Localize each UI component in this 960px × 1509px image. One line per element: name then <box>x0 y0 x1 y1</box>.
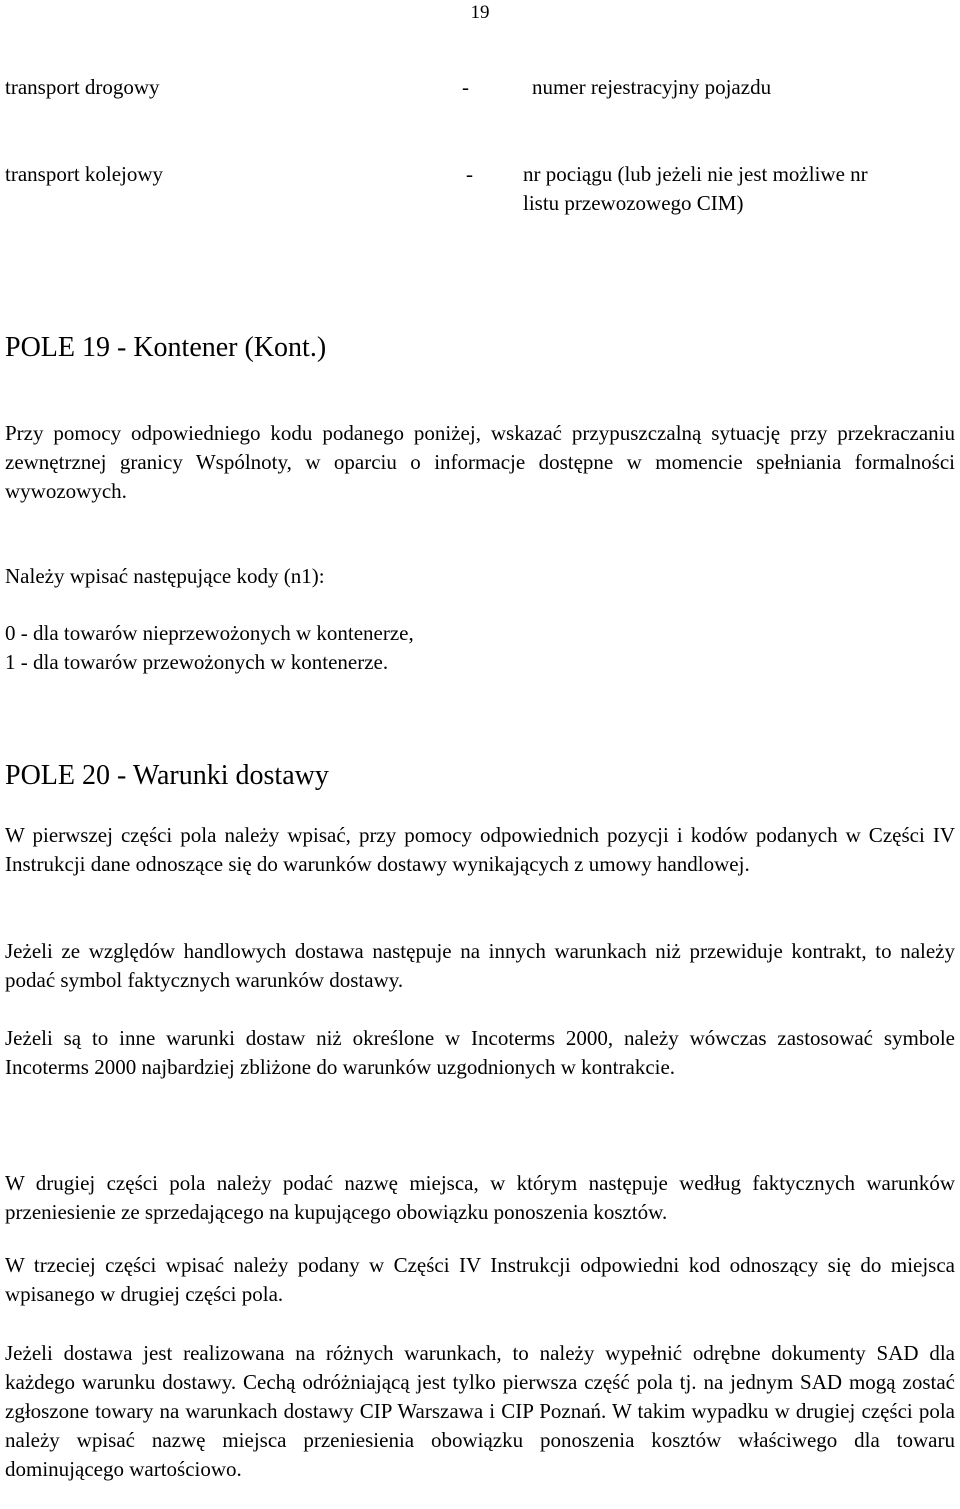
code-item: 0 - dla towarów nieprzewożonych w kontenerze, <box>5 621 414 645</box>
section-19-heading: POLE 19 - Kontener (Kont.) <box>5 332 327 363</box>
transport-dash: - <box>462 75 469 99</box>
transport-value-continued: listu przewozowego CIM) <box>523 191 744 215</box>
transport-mode: transport drogowy <box>5 75 160 99</box>
section-20-paragraph: Jeżeli są to inne warunki dostaw niż określone w Incoterms 2000, należy wówczas zastosować symbole Incoterms 2000 najbardziej zbliżone do warunków uzgodnionych w kontrakcie. <box>5 1026 955 1079</box>
transport-dash: - <box>466 162 473 186</box>
page-number: 19 <box>470 2 490 23</box>
section-20-paragraph: W drugiej części pola należy podać nazwę miejsca, w którym następuje według faktycznych warunków przeniesienie ze sprzedającego na kupującego obowiązku ponoszenia kosztów. <box>5 1171 955 1224</box>
section-19-paragraph: Przy pomocy odpowiedniego kodu podanego poniżej, wskazać przypuszczalną sytuację przy przekraczaniu zewnętrznej granicy Wspólnoty, w oparciu o informacje dostępne w momencie spełniania formalności wywozowych. <box>5 421 955 503</box>
transport-mode: transport kolejowy <box>5 162 164 186</box>
transport-value: nr pociągu (lub jeżeli nie jest możliwe nr <box>523 162 868 186</box>
section-20-paragraph: Jeżeli ze względów handlowych dostawa następuje na innych warunkach niż przewiduje kontrakt, to należy podać symbol faktycznych warunków dostawy. <box>5 939 955 992</box>
code-item: 1 - dla towarów przewożonych w kontenerze. <box>5 650 389 674</box>
section-20-paragraph: W trzeciej części wpisać należy podany w Części IV Instrukcji odpowiedni kod odnoszący się do miejsca wpisanego w drugiej części pola. <box>5 1253 955 1306</box>
transport-value: numer rejestracyjny pojazdu <box>532 75 772 99</box>
section-20-heading: POLE 20 - Warunki dostawy <box>5 760 329 791</box>
codes-intro: Należy wpisać następujące kody (n1): <box>5 564 325 588</box>
section-20-paragraph: W pierwszej części pola należy wpisać, przy pomocy odpowiednich pozycji i kodów podanych w Części IV Instrukcji dane odnoszące się do warunków dostawy wynikających z umowy handlowej. <box>5 823 955 876</box>
section-20-paragraph: Jeżeli dostawa jest realizowana na różnych warunkach, to należy wypełnić odrębne dokumenty SAD dla każdego warunku dostawy. Cechą odróżniającą jest tylko pierwsza część pola tj. na jednym SAD mogą zostać zgłoszone towary na warunkach dostawy CIP Warszawa i CIP Poznań. W takim wypadku w drugiej części pola należy wpisać nazwę miejsca przeniesienia obowiązku ponoszenia kosztów właściwego dla towaru dominującego wartościowo. <box>5 1341 955 1481</box>
